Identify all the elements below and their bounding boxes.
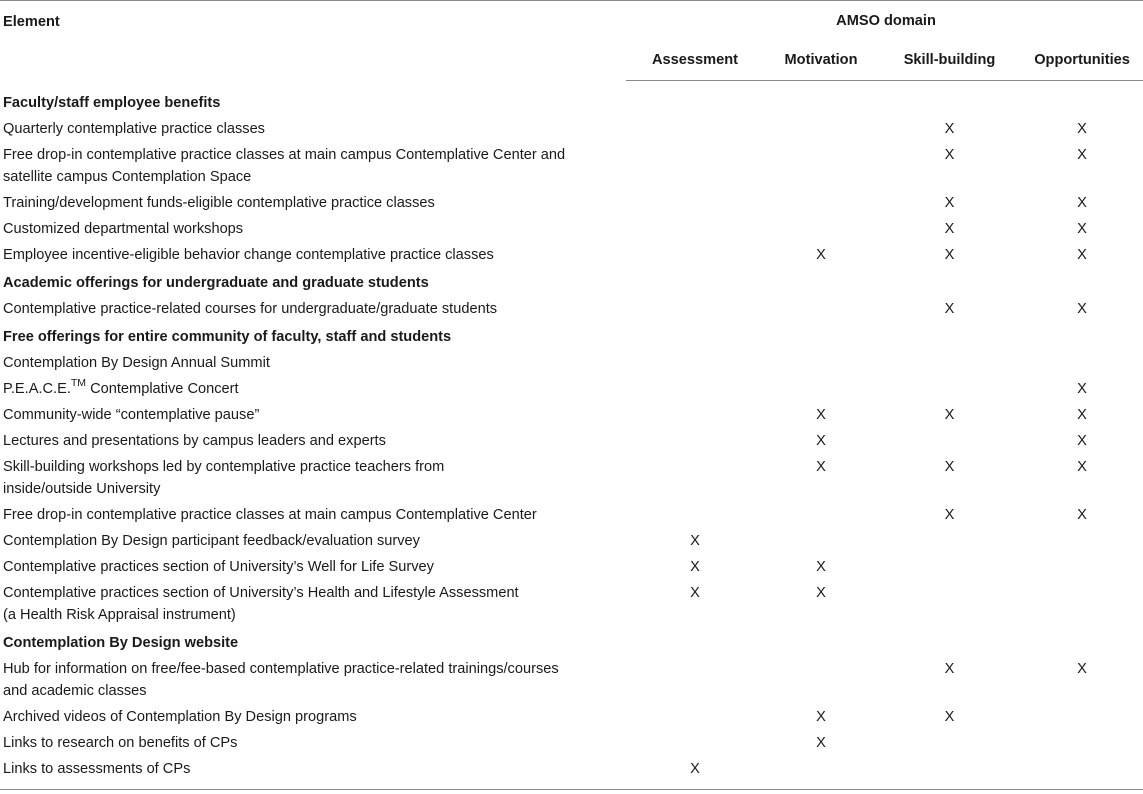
table-body bbox=[0, 81, 1143, 790]
section-title: Academic offerings for undergraduate and graduate students bbox=[3, 275, 429, 291]
element-text: Archived videos of Contemplation By Design programs bbox=[3, 709, 357, 725]
mark-motivation: X bbox=[816, 247, 826, 263]
mark-motivation bbox=[764, 296, 878, 322]
table-row bbox=[0, 216, 1143, 242]
table-row bbox=[0, 502, 1143, 528]
table-row bbox=[0, 704, 1143, 730]
mark-opportunities bbox=[1021, 350, 1143, 376]
mark-opportunities: X bbox=[1077, 459, 1087, 475]
element-text: satellite campus Contemplation Space bbox=[3, 169, 252, 185]
table-row bbox=[0, 656, 1143, 704]
element-text: and academic classes bbox=[3, 683, 147, 699]
section-title: Contemplation By Design website bbox=[3, 635, 239, 651]
mark-opportunities: X bbox=[1077, 407, 1087, 423]
table-row bbox=[0, 454, 1143, 502]
mark-motivation: X bbox=[816, 433, 826, 449]
mark-opportunities bbox=[1021, 704, 1143, 730]
mark-opportunities: X bbox=[1077, 221, 1087, 237]
mark-skill-building bbox=[878, 428, 1021, 454]
mark-assessment: X bbox=[690, 559, 700, 575]
element-text: Contemplation By Design Annual Summit bbox=[3, 355, 270, 371]
mark-motivation: X bbox=[816, 407, 826, 423]
element-cell bbox=[0, 116, 626, 142]
mark-skill-building bbox=[878, 350, 1021, 376]
mark-skill-building: X bbox=[944, 221, 955, 237]
element-cell bbox=[0, 216, 626, 242]
mark-motivation bbox=[764, 216, 878, 242]
mark-opportunities: X bbox=[1077, 433, 1087, 449]
element-text: Customized departmental workshops bbox=[3, 221, 244, 237]
element-text: Links to assessments of CPs bbox=[3, 761, 191, 777]
element-cell bbox=[0, 656, 626, 704]
mark-skill-building: X bbox=[944, 661, 955, 677]
mark-motivation bbox=[764, 116, 878, 142]
mark-assessment bbox=[626, 428, 764, 454]
mark-assessment bbox=[626, 296, 764, 322]
element-cell bbox=[0, 350, 626, 376]
table-row bbox=[0, 402, 1143, 428]
mark-opportunities bbox=[1021, 528, 1143, 554]
element-text: Links to research on benefits of CPs bbox=[3, 735, 238, 751]
element-cell bbox=[0, 242, 626, 268]
element-cell bbox=[0, 376, 626, 402]
element-text: Contemplative practices section of University’s Well for Life Survey bbox=[3, 559, 434, 575]
mark-opportunities: X bbox=[1077, 301, 1087, 317]
element-cell bbox=[0, 454, 626, 502]
mark-assessment: X bbox=[626, 756, 764, 790]
trademark-superscript: TM bbox=[70, 377, 87, 389]
element-text: Contemplative practice-related courses for undergraduate/graduate students bbox=[3, 301, 498, 317]
mark-skill-building bbox=[878, 554, 1021, 580]
mark-motivation bbox=[764, 756, 878, 790]
mark-assessment bbox=[626, 502, 764, 528]
element-text: inside/outside University bbox=[3, 481, 161, 497]
element-cell bbox=[0, 402, 626, 428]
mark-motivation: X bbox=[816, 585, 826, 601]
element-text: Lectures and presentations by campus leaders and experts bbox=[3, 433, 386, 449]
element-text: Quarterly contemplative practice classes bbox=[3, 121, 265, 137]
section-row bbox=[0, 628, 1143, 656]
column-header-motivation: Motivation bbox=[764, 40, 878, 81]
element-cell bbox=[0, 528, 626, 554]
mark-opportunities: X bbox=[1077, 661, 1087, 677]
table-row bbox=[0, 376, 1143, 402]
element-cell bbox=[0, 554, 626, 580]
table-row bbox=[0, 296, 1143, 322]
mark-skill-building: X bbox=[944, 147, 955, 163]
section-row bbox=[0, 322, 1143, 350]
element-text: Contemplation By Design participant feedback/evaluation survey bbox=[3, 533, 420, 549]
mark-motivation: X bbox=[816, 735, 826, 751]
mark-opportunities: X bbox=[1077, 381, 1087, 397]
table-row bbox=[0, 242, 1143, 268]
mark-opportunities bbox=[1021, 580, 1143, 628]
table-row bbox=[0, 428, 1143, 454]
column-header-assessment: Assessment bbox=[626, 40, 764, 81]
mark-opportunities: X bbox=[1077, 121, 1087, 137]
mark-opportunities: X bbox=[1077, 507, 1087, 523]
mark-motivation bbox=[764, 656, 878, 704]
column-header-opportunities: Opportunities bbox=[1021, 40, 1143, 81]
mark-assessment bbox=[626, 730, 764, 756]
element-text: Hub for information on free/fee-based contemplative practice-related trainings/courses bbox=[3, 661, 559, 677]
mark-skill-building: X bbox=[944, 709, 955, 725]
table-row bbox=[0, 756, 1143, 790]
mark-motivation bbox=[764, 528, 878, 554]
table-row bbox=[0, 190, 1143, 216]
mark-assessment bbox=[626, 376, 764, 402]
table-row bbox=[0, 116, 1143, 142]
table-header bbox=[0, 1, 1143, 81]
element-cell bbox=[0, 580, 626, 628]
mark-assessment bbox=[626, 142, 764, 190]
mark-opportunities: X bbox=[1077, 147, 1087, 163]
header-row-top bbox=[0, 1, 1143, 41]
mark-opportunities: X bbox=[1077, 195, 1087, 211]
mark-skill-building: X bbox=[944, 407, 955, 423]
section-row bbox=[0, 268, 1143, 296]
mark-skill-building: X bbox=[944, 301, 955, 317]
mark-skill-building: X bbox=[944, 195, 955, 211]
mark-assessment bbox=[626, 242, 764, 268]
element-cell bbox=[0, 190, 626, 216]
mark-assessment bbox=[626, 656, 764, 704]
element-text: (a Health Risk Appraisal instrument) bbox=[3, 607, 236, 623]
mark-motivation bbox=[764, 502, 878, 528]
amso-domain-header: AMSO domain bbox=[626, 1, 1143, 41]
mark-opportunities bbox=[1021, 554, 1143, 580]
element-cell bbox=[0, 704, 626, 730]
mark-motivation: X bbox=[816, 709, 826, 725]
element-text: P.E.A.C.E. bbox=[3, 381, 71, 397]
element-cell bbox=[0, 502, 626, 528]
mark-motivation: X bbox=[816, 459, 826, 475]
mark-assessment bbox=[626, 190, 764, 216]
section-title: Faculty/staff employee benefits bbox=[3, 95, 221, 111]
table-row bbox=[0, 142, 1143, 190]
mark-assessment bbox=[626, 116, 764, 142]
table-row bbox=[0, 580, 1143, 628]
mark-skill-building bbox=[878, 580, 1021, 628]
section-row bbox=[0, 81, 1143, 117]
mark-assessment: X bbox=[690, 533, 700, 549]
mark-assessment bbox=[626, 704, 764, 730]
element-text: Free drop-in contemplative practice classes at main campus Contemplative Center and bbox=[3, 147, 566, 163]
section-title: Free offerings for entire community of faculty, staff and students bbox=[3, 329, 452, 345]
mark-motivation: X bbox=[816, 559, 826, 575]
mark-opportunities: X bbox=[1077, 247, 1087, 263]
element-header: Element bbox=[0, 1, 626, 81]
mark-opportunities bbox=[1021, 730, 1143, 756]
mark-assessment bbox=[626, 216, 764, 242]
mark-skill-building: X bbox=[944, 507, 955, 523]
mark-assessment bbox=[626, 402, 764, 428]
table-row bbox=[0, 554, 1143, 580]
mark-skill-building: X bbox=[944, 247, 955, 263]
mark-motivation bbox=[764, 142, 878, 190]
element-cell bbox=[0, 296, 626, 322]
mark-assessment bbox=[626, 350, 764, 376]
element-cell bbox=[0, 428, 626, 454]
column-header-skill-building: Skill-building bbox=[878, 40, 1021, 81]
element-cell bbox=[0, 730, 626, 756]
element-text: Free drop-in contemplative practice classes at main campus Contemplative Center bbox=[3, 507, 537, 523]
mark-assessment bbox=[626, 454, 764, 502]
mark-skill-building: X bbox=[944, 459, 955, 475]
mark-motivation bbox=[764, 376, 878, 402]
element-text: Skill-building workshops led by contemplative practice teachers from bbox=[3, 459, 445, 475]
mark-assessment: X bbox=[690, 585, 700, 601]
mark-skill-building: X bbox=[944, 121, 955, 137]
mark-motivation bbox=[764, 350, 878, 376]
mark-skill-building bbox=[878, 376, 1021, 402]
mark-skill-building bbox=[878, 756, 1021, 790]
mark-skill-building bbox=[878, 528, 1021, 554]
element-text-suffix: Contemplative Concert bbox=[86, 381, 239, 397]
table-row bbox=[0, 730, 1143, 756]
element-text: Employee incentive-eligible behavior change contemplative practice classes bbox=[3, 247, 494, 263]
mark-skill-building bbox=[878, 730, 1021, 756]
element-cell bbox=[0, 142, 626, 190]
element-cell bbox=[0, 756, 626, 790]
element-text: Community-wide “contemplative pause” bbox=[3, 407, 260, 423]
table-row bbox=[0, 350, 1143, 376]
element-text: Contemplative practices section of University’s Health and Lifestyle Assessment bbox=[3, 585, 519, 601]
mark-opportunities bbox=[1021, 756, 1143, 790]
mark-motivation bbox=[764, 190, 878, 216]
table-row bbox=[0, 528, 1143, 554]
element-text: Training/development funds-eligible contemplative practice classes bbox=[3, 195, 435, 211]
